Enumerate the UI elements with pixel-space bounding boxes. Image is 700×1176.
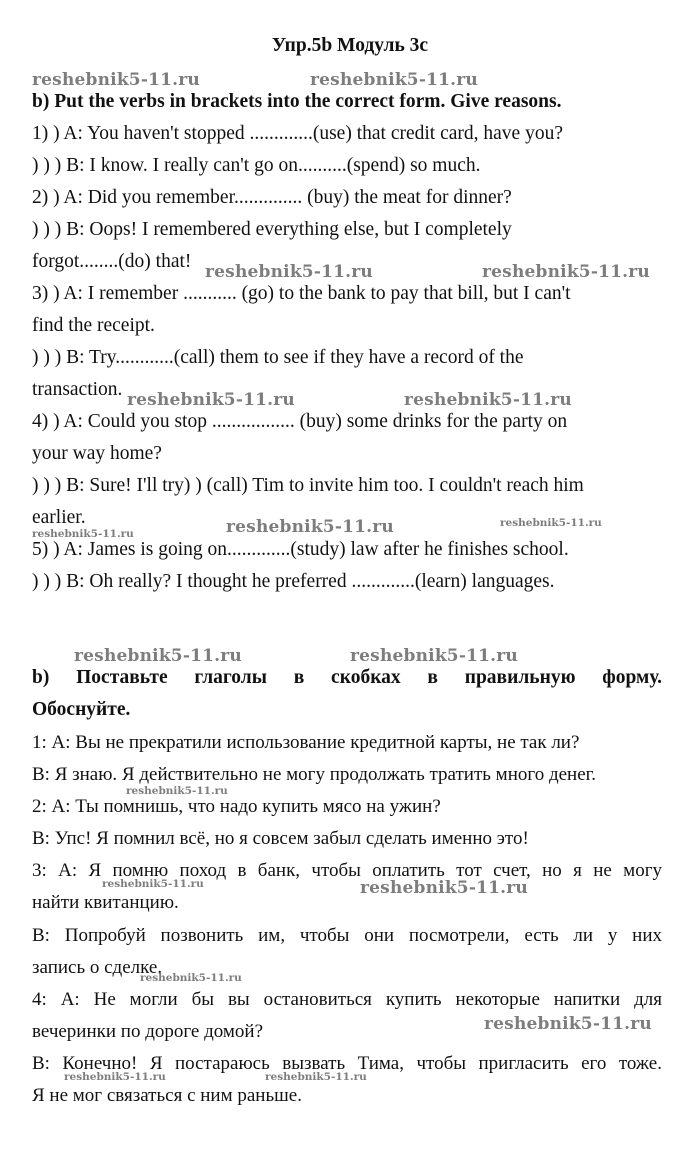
watermark: reshebnik5-11.ru	[127, 390, 295, 410]
russian-line: В: Я знаю. Я действительно не могу продолжать тратить много денег.	[32, 764, 597, 785]
english-line: 2) ) A: Did you remember.............. (buy) the meat for dinner?	[32, 187, 512, 208]
english-line: find the receipt.	[32, 315, 155, 336]
english-line: your way home?	[32, 443, 162, 464]
russian-line: 2: А: Ты помнишь, что надо купить мясо на ужин?	[32, 796, 441, 817]
watermark: reshebnik5-11.ru	[265, 1071, 367, 1083]
english-line: 4) ) A: Could you stop ................. (buy) some drinks for the party on	[32, 411, 568, 432]
watermark: reshebnik5-11.ru	[32, 70, 200, 90]
watermark: reshebnik5-11.ru	[500, 517, 602, 529]
watermark: reshebnik5-11.ru	[310, 70, 478, 90]
watermark: reshebnik5-11.ru	[404, 390, 572, 410]
watermark: reshebnik5-11.ru	[350, 646, 518, 666]
english-line: forgot........(do) that!	[32, 251, 192, 272]
russian-heading: b) Поставьте глаголы в скобках в правильную форму.	[32, 667, 662, 688]
english-line: 3) ) A: I remember ........... (go) to the bank to pay that bill, but I can't	[32, 283, 571, 304]
page-title: Упр.5b Модуль 3с	[271, 35, 429, 56]
russian-heading-continued: Обоснуйте.	[32, 699, 131, 720]
russian-line: запись о сделке.	[32, 957, 163, 978]
watermark: reshebnik5-11.ru	[360, 878, 528, 898]
english-line: ) ) ) B: Sure! I'll try) ) (call) Tim to invite him too. I couldn't reach him	[32, 475, 584, 496]
russian-line: 1: А: Вы не прекратили использование кредитной карты, не так ли?	[32, 732, 580, 753]
english-line: earlier.	[32, 507, 86, 528]
english-heading: b) Put the verbs in brackets into the correct form. Give reasons.	[32, 91, 562, 112]
russian-line: найти квитанцию.	[32, 892, 179, 913]
russian-line: Я не мог связаться с ним раньше.	[32, 1085, 302, 1106]
watermark: reshebnik5-11.ru	[126, 785, 228, 797]
watermark: reshebnik5-11.ru	[32, 528, 134, 540]
russian-line: 3: А: Я помню поход в банк, чтобы оплатить тот счет, но я не могу	[32, 860, 662, 881]
watermark: reshebnik5-11.ru	[64, 1071, 166, 1083]
watermark: reshebnik5-11.ru	[482, 262, 650, 282]
watermark: reshebnik5-11.ru	[140, 972, 242, 984]
watermark: reshebnik5-11.ru	[102, 878, 204, 890]
english-line: 1) ) A: You haven't stopped .............(use) that credit card, have you?	[32, 123, 563, 144]
english-line: ) ) ) B: I know. I really can't go on..........(spend) so much.	[32, 155, 481, 176]
english-line: ) ) ) B: Try............(call) them to see if they have a record of the	[32, 347, 524, 368]
russian-line: В: Упс! Я помнил всё, но я совсем забыл сделать именно это!	[32, 828, 529, 849]
english-line: transaction.	[32, 379, 123, 400]
russian-line: В: Попробуй позвонить им, чтобы они посмотрели, есть ли у них	[32, 925, 662, 946]
english-line: ) ) ) B: Oh really? I thought he preferred .............(learn) languages.	[32, 571, 555, 592]
russian-line: В: Конечно! Я постараюсь вызвать Тима, чтобы пригласить его тоже.	[32, 1053, 662, 1074]
russian-line: 4: А: Не могли бы вы остановиться купить некоторые напитки для	[32, 989, 662, 1010]
watermark: reshebnik5-11.ru	[74, 646, 242, 666]
english-line: 5) ) A: James is going on.............(study) law after he finishes school.	[32, 539, 569, 560]
watermark: reshebnik5-11.ru	[205, 262, 373, 282]
watermark: reshebnik5-11.ru	[226, 517, 394, 537]
watermark: reshebnik5-11.ru	[484, 1014, 652, 1034]
english-line: ) ) ) B: Oops! I remembered everything else, but I completely	[32, 219, 512, 240]
russian-line: вечеринки по дороге домой?	[32, 1021, 264, 1042]
